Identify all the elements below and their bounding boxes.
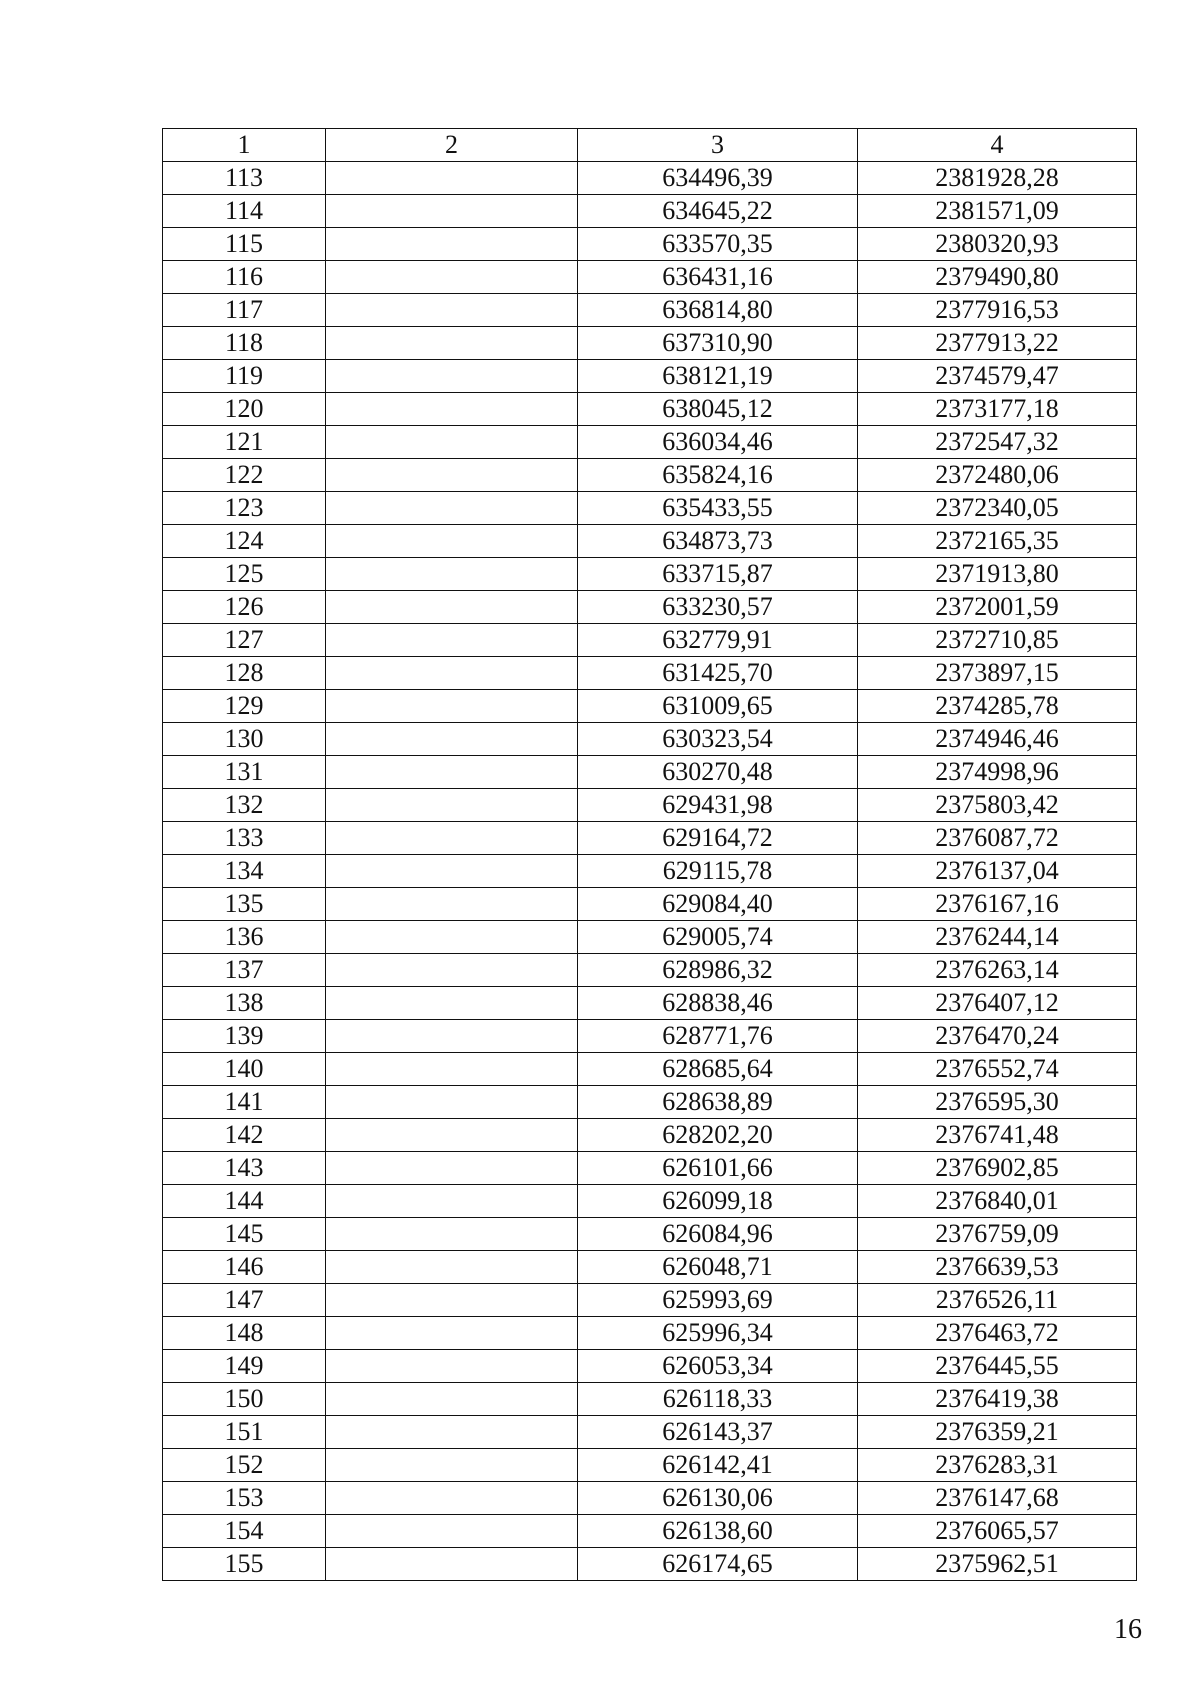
point-number-cell: 150 xyxy=(163,1383,326,1416)
coordinate-y-cell: 2374946,46 xyxy=(858,723,1137,756)
table-row xyxy=(163,1251,1137,1284)
description-cell xyxy=(326,855,578,888)
coordinate-y-cell: 2376595,30 xyxy=(858,1086,1137,1119)
table-body xyxy=(163,162,1137,1581)
description-cell xyxy=(326,1185,578,1218)
description-cell xyxy=(326,492,578,525)
table-row xyxy=(163,558,1137,591)
description-cell xyxy=(326,1548,578,1581)
table-row xyxy=(163,360,1137,393)
point-number-cell: 141 xyxy=(163,1086,326,1119)
description-cell xyxy=(326,690,578,723)
table-row xyxy=(163,162,1137,195)
coordinates-table xyxy=(162,128,1137,1581)
description-cell xyxy=(326,558,578,591)
point-number-cell: 131 xyxy=(163,756,326,789)
coordinate-y-cell: 2372001,59 xyxy=(858,591,1137,624)
table-row xyxy=(163,459,1137,492)
table-row xyxy=(163,1185,1137,1218)
point-number-cell: 121 xyxy=(163,426,326,459)
coordinate-x-cell: 631425,70 xyxy=(578,657,858,690)
coordinate-x-cell: 638045,12 xyxy=(578,393,858,426)
description-cell xyxy=(326,1053,578,1086)
table-row xyxy=(163,624,1137,657)
point-number-cell: 147 xyxy=(163,1284,326,1317)
table-row xyxy=(163,1086,1137,1119)
page-number: 16 xyxy=(1114,1614,1142,1645)
coordinate-y-cell: 2374579,47 xyxy=(858,360,1137,393)
table-row xyxy=(163,1218,1137,1251)
coordinate-x-cell: 626084,96 xyxy=(578,1218,858,1251)
point-number-cell: 149 xyxy=(163,1350,326,1383)
point-number-cell: 154 xyxy=(163,1515,326,1548)
coordinate-y-cell: 2375962,51 xyxy=(858,1548,1137,1581)
point-number-cell: 133 xyxy=(163,822,326,855)
point-number-cell: 134 xyxy=(163,855,326,888)
description-cell xyxy=(326,261,578,294)
table-row xyxy=(163,1482,1137,1515)
table-row xyxy=(163,1548,1137,1581)
coordinate-y-cell: 2376902,85 xyxy=(858,1152,1137,1185)
description-cell xyxy=(326,657,578,690)
point-number-cell: 153 xyxy=(163,1482,326,1515)
point-number-cell: 127 xyxy=(163,624,326,657)
coordinate-x-cell: 631009,65 xyxy=(578,690,858,723)
description-cell xyxy=(326,1383,578,1416)
point-number-cell: 140 xyxy=(163,1053,326,1086)
description-cell xyxy=(326,1515,578,1548)
description-cell xyxy=(326,360,578,393)
coordinate-y-cell: 2376283,31 xyxy=(858,1449,1137,1482)
coordinate-x-cell: 626142,41 xyxy=(578,1449,858,1482)
coordinate-x-cell: 629164,72 xyxy=(578,822,858,855)
point-number-cell: 144 xyxy=(163,1185,326,1218)
coordinate-x-cell: 626174,65 xyxy=(578,1548,858,1581)
coordinate-y-cell: 2374998,96 xyxy=(858,756,1137,789)
description-cell xyxy=(326,426,578,459)
coordinate-y-cell: 2372340,05 xyxy=(858,492,1137,525)
point-number-cell: 119 xyxy=(163,360,326,393)
coordinate-x-cell: 635824,16 xyxy=(578,459,858,492)
coordinate-x-cell: 630270,48 xyxy=(578,756,858,789)
table-row xyxy=(163,855,1137,888)
point-number-cell: 126 xyxy=(163,591,326,624)
coordinate-y-cell: 2376445,55 xyxy=(858,1350,1137,1383)
point-number-cell: 130 xyxy=(163,723,326,756)
table-row xyxy=(163,1449,1137,1482)
coordinate-x-cell: 628202,20 xyxy=(578,1119,858,1152)
coordinate-y-cell: 2376087,72 xyxy=(858,822,1137,855)
description-cell xyxy=(326,1416,578,1449)
table-row xyxy=(163,921,1137,954)
table-row xyxy=(163,426,1137,459)
point-number-cell: 137 xyxy=(163,954,326,987)
description-cell xyxy=(326,294,578,327)
table-row xyxy=(163,228,1137,261)
table-row xyxy=(163,1053,1137,1086)
coordinate-x-cell: 633230,57 xyxy=(578,591,858,624)
table-row xyxy=(163,954,1137,987)
table-row xyxy=(163,294,1137,327)
description-cell xyxy=(326,954,578,987)
description-cell xyxy=(326,1350,578,1383)
coordinate-y-cell: 2372547,32 xyxy=(858,426,1137,459)
coordinate-x-cell: 629005,74 xyxy=(578,921,858,954)
description-cell xyxy=(326,327,578,360)
coordinate-x-cell: 625993,69 xyxy=(578,1284,858,1317)
description-cell xyxy=(326,162,578,195)
coordinate-y-cell: 2380320,93 xyxy=(858,228,1137,261)
description-cell xyxy=(326,1251,578,1284)
coordinate-x-cell: 633570,35 xyxy=(578,228,858,261)
point-number-cell: 142 xyxy=(163,1119,326,1152)
table-row xyxy=(163,690,1137,723)
coordinate-x-cell: 634645,22 xyxy=(578,195,858,228)
coordinate-x-cell: 626130,06 xyxy=(578,1482,858,1515)
point-number-cell: 118 xyxy=(163,327,326,360)
coordinate-y-cell: 2372480,06 xyxy=(858,459,1137,492)
coordinate-y-cell: 2379490,80 xyxy=(858,261,1137,294)
coordinate-x-cell: 629431,98 xyxy=(578,789,858,822)
point-number-cell: 115 xyxy=(163,228,326,261)
description-cell xyxy=(326,1020,578,1053)
coordinate-y-cell: 2373897,15 xyxy=(858,657,1137,690)
point-number-cell: 143 xyxy=(163,1152,326,1185)
coordinate-x-cell: 628638,89 xyxy=(578,1086,858,1119)
coordinate-x-cell: 637310,90 xyxy=(578,327,858,360)
coordinate-x-cell: 634496,39 xyxy=(578,162,858,195)
description-cell xyxy=(326,789,578,822)
coordinate-x-cell: 636431,16 xyxy=(578,261,858,294)
table-row xyxy=(163,822,1137,855)
coordinate-y-cell: 2376065,57 xyxy=(858,1515,1137,1548)
point-number-cell: 146 xyxy=(163,1251,326,1284)
document-sheet xyxy=(162,128,1136,1581)
coordinate-y-cell: 2374285,78 xyxy=(858,690,1137,723)
coordinate-y-cell: 2376741,48 xyxy=(858,1119,1137,1152)
point-number-cell: 155 xyxy=(163,1548,326,1581)
description-cell xyxy=(326,459,578,492)
description-cell xyxy=(326,1482,578,1515)
description-cell xyxy=(326,1218,578,1251)
description-cell xyxy=(326,525,578,558)
table-row xyxy=(163,1383,1137,1416)
table-row xyxy=(163,1284,1137,1317)
description-cell xyxy=(326,822,578,855)
coordinate-y-cell: 2372165,35 xyxy=(858,525,1137,558)
point-number-cell: 135 xyxy=(163,888,326,921)
table-row xyxy=(163,756,1137,789)
table-row xyxy=(163,1317,1137,1350)
table-row xyxy=(163,393,1137,426)
description-cell xyxy=(326,888,578,921)
table-row xyxy=(163,1152,1137,1185)
table-row xyxy=(163,261,1137,294)
coordinate-y-cell: 2376167,16 xyxy=(858,888,1137,921)
point-number-cell: 145 xyxy=(163,1218,326,1251)
coordinate-y-cell: 2381928,28 xyxy=(858,162,1137,195)
coordinate-x-cell: 628838,46 xyxy=(578,987,858,1020)
column-header-1: 1 xyxy=(163,129,326,162)
coordinate-y-cell: 2376359,21 xyxy=(858,1416,1137,1449)
description-cell xyxy=(326,723,578,756)
table-row xyxy=(163,987,1137,1020)
coordinate-x-cell: 628771,76 xyxy=(578,1020,858,1053)
coordinate-x-cell: 626138,60 xyxy=(578,1515,858,1548)
coordinate-x-cell: 633715,87 xyxy=(578,558,858,591)
point-number-cell: 116 xyxy=(163,261,326,294)
table-row xyxy=(163,888,1137,921)
table-row xyxy=(163,1119,1137,1152)
coordinate-x-cell: 628986,32 xyxy=(578,954,858,987)
table-row xyxy=(163,1350,1137,1383)
table-row xyxy=(163,327,1137,360)
coordinate-x-cell: 636034,46 xyxy=(578,426,858,459)
coordinate-y-cell: 2376552,74 xyxy=(858,1053,1137,1086)
table-header-row xyxy=(163,129,1137,162)
coordinate-x-cell: 626048,71 xyxy=(578,1251,858,1284)
description-cell xyxy=(326,624,578,657)
coordinate-y-cell: 2377913,22 xyxy=(858,327,1137,360)
coordinate-y-cell: 2376244,14 xyxy=(858,921,1137,954)
description-cell xyxy=(326,1119,578,1152)
coordinate-x-cell: 626143,37 xyxy=(578,1416,858,1449)
point-number-cell: 114 xyxy=(163,195,326,228)
point-number-cell: 138 xyxy=(163,987,326,1020)
coordinate-x-cell: 625996,34 xyxy=(578,1317,858,1350)
coordinate-y-cell: 2376407,12 xyxy=(858,987,1137,1020)
point-number-cell: 129 xyxy=(163,690,326,723)
point-number-cell: 152 xyxy=(163,1449,326,1482)
coordinate-y-cell: 2375803,42 xyxy=(858,789,1137,822)
point-number-cell: 122 xyxy=(163,459,326,492)
point-number-cell: 151 xyxy=(163,1416,326,1449)
table-row xyxy=(163,591,1137,624)
description-cell xyxy=(326,756,578,789)
coordinate-y-cell: 2376137,04 xyxy=(858,855,1137,888)
description-cell xyxy=(326,1086,578,1119)
coordinate-y-cell: 2371913,80 xyxy=(858,558,1137,591)
column-header-3: 3 xyxy=(578,129,858,162)
point-number-cell: 113 xyxy=(163,162,326,195)
point-number-cell: 120 xyxy=(163,393,326,426)
point-number-cell: 136 xyxy=(163,921,326,954)
description-cell xyxy=(326,591,578,624)
table-row xyxy=(163,195,1137,228)
column-header-2: 2 xyxy=(326,129,578,162)
coordinate-x-cell: 626053,34 xyxy=(578,1350,858,1383)
description-cell xyxy=(326,228,578,261)
table-row xyxy=(163,525,1137,558)
point-number-cell: 125 xyxy=(163,558,326,591)
point-number-cell: 139 xyxy=(163,1020,326,1053)
coordinate-x-cell: 626101,66 xyxy=(578,1152,858,1185)
description-cell xyxy=(326,393,578,426)
column-header-4: 4 xyxy=(858,129,1137,162)
coordinate-y-cell: 2376147,68 xyxy=(858,1482,1137,1515)
description-cell xyxy=(326,921,578,954)
table-row xyxy=(163,1416,1137,1449)
coordinate-x-cell: 628685,64 xyxy=(578,1053,858,1086)
point-number-cell: 117 xyxy=(163,294,326,327)
point-number-cell: 128 xyxy=(163,657,326,690)
coordinate-x-cell: 629115,78 xyxy=(578,855,858,888)
coordinate-x-cell: 630323,54 xyxy=(578,723,858,756)
coordinate-y-cell: 2372710,85 xyxy=(858,624,1137,657)
coordinate-x-cell: 632779,91 xyxy=(578,624,858,657)
coordinate-y-cell: 2376419,38 xyxy=(858,1383,1137,1416)
coordinate-y-cell: 2376759,09 xyxy=(858,1218,1137,1251)
description-cell xyxy=(326,1317,578,1350)
coordinate-x-cell: 635433,55 xyxy=(578,492,858,525)
coordinate-x-cell: 634873,73 xyxy=(578,525,858,558)
table-row xyxy=(163,492,1137,525)
coordinate-y-cell: 2376840,01 xyxy=(858,1185,1137,1218)
coordinate-y-cell: 2376463,72 xyxy=(858,1317,1137,1350)
description-cell xyxy=(326,1284,578,1317)
coordinate-y-cell: 2377916,53 xyxy=(858,294,1137,327)
description-cell xyxy=(326,1152,578,1185)
point-number-cell: 124 xyxy=(163,525,326,558)
description-cell xyxy=(326,1449,578,1482)
table-row xyxy=(163,1020,1137,1053)
coordinate-x-cell: 636814,80 xyxy=(578,294,858,327)
coordinate-x-cell: 626099,18 xyxy=(578,1185,858,1218)
table-row xyxy=(163,723,1137,756)
coordinate-x-cell: 638121,19 xyxy=(578,360,858,393)
coordinate-x-cell: 629084,40 xyxy=(578,888,858,921)
table-row xyxy=(163,1515,1137,1548)
coordinate-y-cell: 2376526,11 xyxy=(858,1284,1137,1317)
coordinate-y-cell: 2376263,14 xyxy=(858,954,1137,987)
coordinate-y-cell: 2373177,18 xyxy=(858,393,1137,426)
description-cell xyxy=(326,195,578,228)
coordinate-y-cell: 2376639,53 xyxy=(858,1251,1137,1284)
coordinate-x-cell: 626118,33 xyxy=(578,1383,858,1416)
coordinate-y-cell: 2381571,09 xyxy=(858,195,1137,228)
table-row xyxy=(163,789,1137,822)
table-row xyxy=(163,657,1137,690)
coordinate-y-cell: 2376470,24 xyxy=(858,1020,1137,1053)
point-number-cell: 123 xyxy=(163,492,326,525)
description-cell xyxy=(326,987,578,1020)
point-number-cell: 132 xyxy=(163,789,326,822)
point-number-cell: 148 xyxy=(163,1317,326,1350)
